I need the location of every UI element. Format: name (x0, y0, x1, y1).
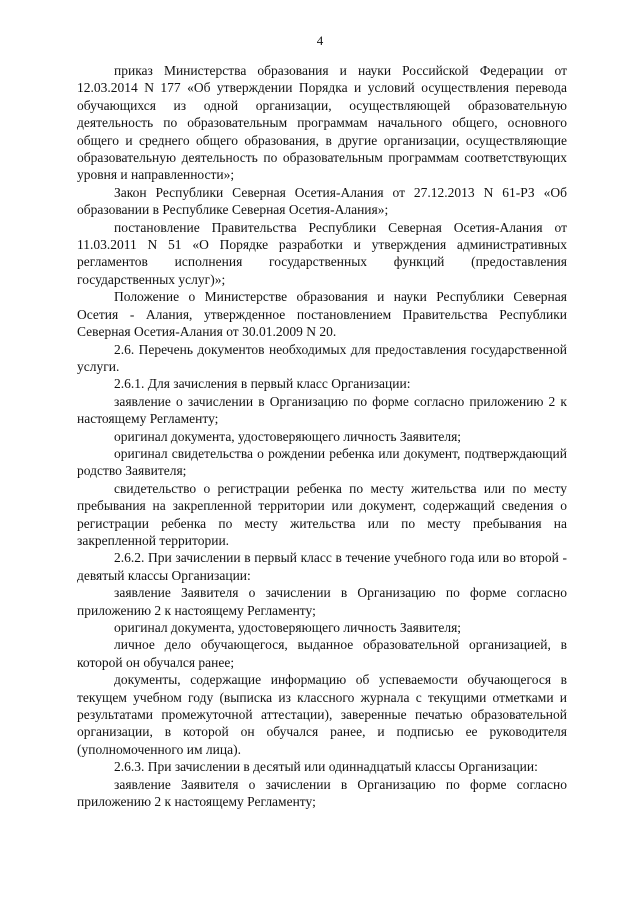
list-item-birth-certificate: оригинал свидетельства о рождении ребенка или документ, подтверждающий родство Заявителя; (77, 445, 567, 479)
list-item-progress-documents: документы, содержащие информацию об успеваемости обучающегося в текущем учебном году (выписка из классного журнала с текущими отметками и результатами промежуточной аттестации), заверенные печатью образовательной организации, в которой он обучался ранее, и подписью ее руководителя (уполномоченного им лица). (77, 672, 567, 757)
list-item-application-2: заявление Заявителя о зачислении в Организацию по форме согласно приложению 2 к настоящему Регламенту; (77, 585, 567, 618)
page-number: 4 (316, 33, 324, 48)
list-item-registration-certificate: свидетельство о регистрации ребенка по месту жительства или по месту пребывания на закрепленной территории или документ, содержащий сведения о регистрации ребенка по месту жительства или по месту пребывания на закрепленной территории. (77, 480, 567, 548)
list-item-identity-document: оригинал документа, удостоверяющего личность Заявителя; (114, 428, 462, 444)
paragraph-resolution-51: постановление Правительства Республики Северная Осетия-Алания от 11.03.2011 N 51 «О Порядке разработки и утверждения административных регламентов исполнения государственных функций (предоставления государственных услуг)»; (77, 219, 567, 287)
list-item-application: заявление о зачислении в Организацию по форме согласно приложению 2 к настоящему Регламенту; (77, 393, 567, 427)
section-2-6-3-heading: 2.6.3. При зачислении в десятый или одиннадцатый классы Организации: (114, 759, 538, 775)
document-body (77, 62, 567, 810)
list-item-application-3: заявление Заявителя о зачислении в Организацию по форме согласно приложению 2 к настоящему Регламенту; (77, 776, 567, 810)
section-2-6-heading: 2.6. Перечень документов необходимых для предоставления государственной услуги. (77, 341, 567, 374)
paragraph-ministry-regulation: Положение о Министерстве образования и науки Республики Северная Осетия - Алания, утвержденное постановлением Правительства Республики Северная Осетия-Алания от 30.01.2009 N 20. (77, 289, 567, 340)
paragraph-order-177: приказ Министерства образования и науки Российской Федерации от 12.03.2014 N 177 «Об утверждении Порядка и условий осуществления перевода обучающихся из одной организации, осуществляющей образовательную деятельность по образовательным программам начального общего, основного общего и среднего общего образования, в другие организации, осуществляющие образовательную деятельность по образовательным программам соответствующих уровня и направленности»; (77, 63, 567, 183)
list-item-personal-file: личное дело обучающегося, выданное образовательной организацией, в которой он обучался ранее; (77, 637, 567, 670)
section-2-6-1-heading: 2.6.1. Для зачисления в первый класс Организации: (114, 376, 411, 392)
paragraph-law-61rz: Закон Республики Северная Осетия-Алания от 27.12.2013 N 61-РЗ «Об образовании в Республике Северная Осетия-Алания»; (77, 184, 567, 218)
section-2-6-2-heading: 2.6.2. При зачислении в первый класс в течение учебного года или во второй - девятый классы Организации: (77, 550, 567, 583)
list-item-identity-document-2: оригинал документа, удостоверяющего личность Заявителя; (114, 620, 462, 635)
